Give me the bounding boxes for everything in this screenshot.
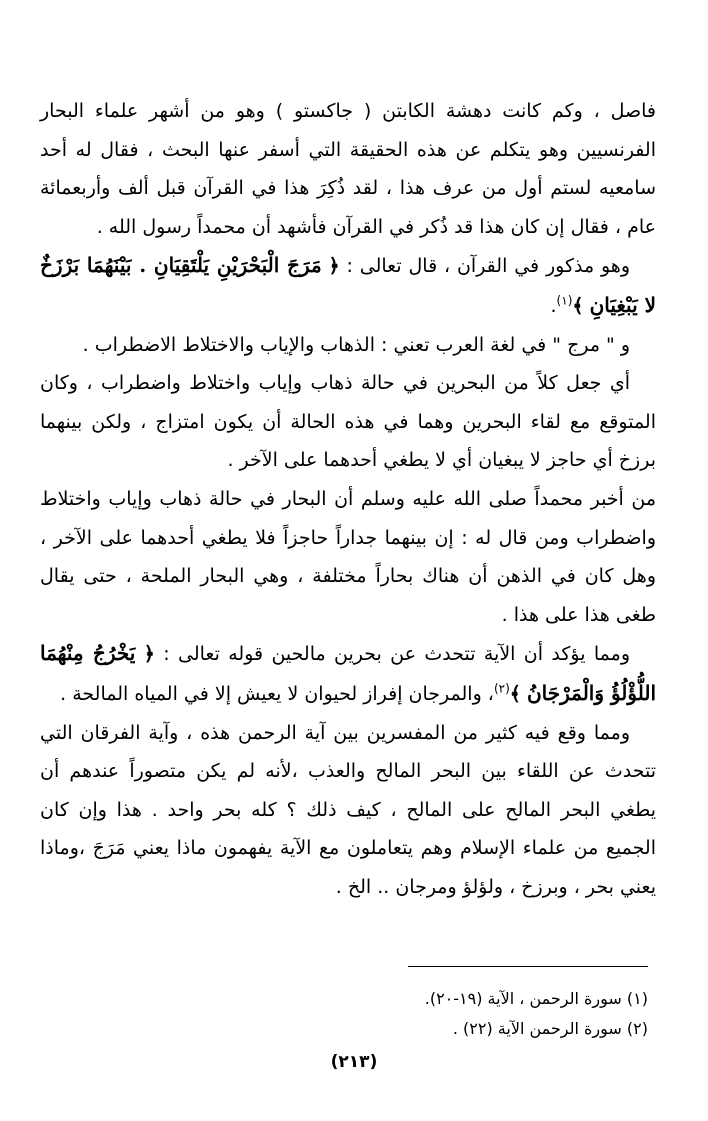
ornate-bracket-open: ﴿ xyxy=(143,643,155,666)
paragraph-6 xyxy=(40,634,656,713)
footnotes xyxy=(60,984,648,1044)
footnote-separator xyxy=(408,966,648,967)
ornate-bracket-close: ﴾ xyxy=(572,294,584,317)
footnote-ref-1: (١) xyxy=(556,293,573,308)
page-number: (٢١٣) xyxy=(330,1052,378,1072)
footnote-ref-2: (٢) xyxy=(493,681,510,696)
paragraph-6-end: ، والمرجان إفراز لحيوان لا يعيش إلا في المياه المالحة . xyxy=(60,682,494,705)
quran-verse-2: يَخْرُجُ مِنْهُمَا اللُّؤْلُؤُ وَالْمَرْجَانُ xyxy=(40,641,656,705)
paragraph-1: فاصل ، وكم كانت دهشة الكابتن ( جاكستو ) وهو من أشهر علماء البحار الفرنسيين وهو يتكلم عن هذه الحقيقة التي أسفر عنها البحث ، فقال له أحد سامعيه لستم أول من عرف هذا ، لقد ذُكِرَ هذا في القرآن قبل ألف وأربعمائة عام ، فقال إن كان هذا قد ذُكر في القرآن فأشهد أن محمداً رسول الله . xyxy=(40,100,656,238)
paragraph-6-intro: ومما يؤكد أن الآية تتحدث عن بحرين مالحين قوله تعالى : xyxy=(154,643,631,666)
footnote-2: (٢) سورة الرحمن الآية (٢٢) . xyxy=(452,1019,648,1038)
paragraph-4: أي جعل كلاً من البحرين في حالة ذهاب وإياب واختلاط واضطراب ، وكان المتوقع مع لقاء البحرين وهما في هذه الحالة أن يكون امتزاج ، ولكن بينهما برزخ أي حاجز لا يبغيان أي لا يطغي أحدهما على الآخر . xyxy=(40,372,656,472)
paragraph-3: و " مرج " في لغة العرب تعني : الذهاب والإياب والاختلاط الاضطراب . xyxy=(82,333,630,356)
main-text xyxy=(40,92,656,906)
quran-verse-1: مَرَجَ الْبَحْرَيْنِ يَلْتَقِيَانِ . بَيْنَهُمَا بَرْزَخٌ لا يَبْغِيَانِ xyxy=(40,253,656,317)
ornate-bracket-close: ﴾ xyxy=(509,682,521,705)
footnote-1: (١) سورة الرحمن ، الآية (١٩-٢٠). xyxy=(424,989,648,1008)
paragraph-2 xyxy=(40,246,656,325)
paragraph-7: ومما وقع فيه كثير من المفسرين بين آية الرحمن هذه ، وآية الفرقان التي تتحدث عن اللقاء بين البحر المالح والعذب ،لأنه لم يكن متصوراً عندهم أن يطغي البحر المالح على المالح ، كيف ذلك ؟ كله بحر واحد . هذا وإن كان الجميع من علماء الإسلام وهم يتعاملون مع الآية يفهمون ماذا يعني مَرَجَ ،وماذا يعني بحر ، وبرزخ ، ولؤلؤ ومرجان .. الخ . xyxy=(40,721,656,898)
ornate-bracket-open: ﴿ xyxy=(328,255,340,278)
paragraph-5: من أخبر محمداً صلى الله عليه وسلم أن البحار في حالة ذهاب وإياب واختلاط واضطراب ومن قال له : إن بينهما جداراً حاجزاً فلا يطغي أحدهما على الآخر ، وهل كان في الذهن أن هناك بحاراً مختلفة ، وهي البحار الملحة ، حتى يقال طغى هذا على هذا . xyxy=(40,487,656,626)
paragraph-2-intro: وهو مذكور في القرآن ، قال تعالى : xyxy=(339,255,630,278)
paragraph-2-end: . xyxy=(550,294,557,317)
